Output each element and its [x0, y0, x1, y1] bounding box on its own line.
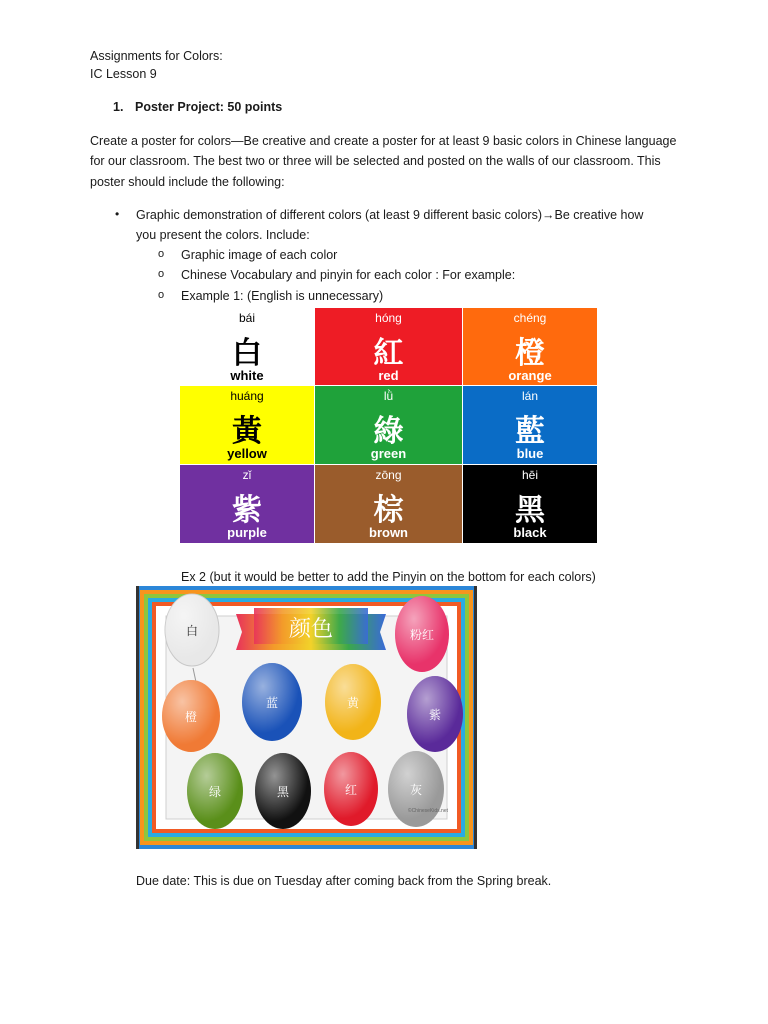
hanzi-label: 白 [232, 336, 262, 371]
intro-line-1: Create a poster for colors—Be creative and create a poster for at least 9 basic colors in Chinese language [90, 134, 677, 148]
color-cell [180, 465, 315, 544]
pinyin-label: bái [238, 311, 255, 325]
due-date: Due date: This is due on Tuesday after coming back from the Spring break. [136, 874, 552, 888]
english-label: red [378, 368, 399, 383]
lesson-label: IC Lesson 9 [90, 67, 157, 81]
balloon-black [255, 753, 311, 829]
balloon-label: 黑 [276, 785, 290, 799]
color-cell [180, 308, 315, 386]
balloon-poster-image [136, 586, 477, 849]
intro-line-2: for our classroom. The best two or three will be selected and posted on the walls of our classroom. This [90, 154, 661, 168]
color-cell [315, 386, 463, 465]
pinyin-label: hēi [521, 468, 538, 482]
hanzi-label: 藍 [515, 414, 545, 449]
balloon-label: 黄 [346, 696, 360, 710]
bullet-line-2: you present the colors. Include: [136, 228, 310, 242]
english-label: purple [227, 525, 267, 540]
balloon-blue [242, 663, 302, 741]
balloon-label: 蓝 [265, 696, 279, 710]
english-label: brown [369, 525, 408, 540]
example2-caption: Ex 2 (but it would be better to add the Pinyin on the bottom for each colors) [181, 570, 596, 584]
bullet-marker: • [115, 207, 120, 221]
color-cell [463, 386, 598, 465]
balloon-label: 绿 [208, 785, 222, 799]
balloon-label: 红 [344, 783, 358, 797]
pinyin-label: zōng [375, 468, 402, 482]
english-label: black [513, 525, 547, 540]
english-label: blue [516, 446, 544, 461]
balloon-label: 白 [185, 624, 199, 638]
balloon-orange [162, 680, 220, 752]
balloon-yellow [325, 664, 381, 740]
hanzi-label: 紅 [373, 336, 404, 371]
pinyin-label: lán [521, 389, 538, 403]
intro-line-3: poster should include the following: [90, 175, 285, 189]
balloon-red [324, 752, 378, 826]
subitem-marker: o [158, 289, 165, 301]
subitem-text: Chinese Vocabulary and pinyin for each color : For example: [181, 268, 516, 282]
watermark: ©ChineseKids.net [407, 808, 448, 814]
banner-text: 颜色 [288, 617, 334, 642]
english-label: white [230, 368, 264, 383]
color-cell [315, 308, 463, 386]
pinyin-label: huáng [230, 389, 264, 403]
color-cell [315, 465, 463, 544]
balloon-green [187, 753, 243, 829]
balloon-label: 灰 [409, 783, 423, 797]
balloon-purple [407, 676, 463, 752]
doc-title: Assignments for Colors: [90, 49, 223, 63]
english-label: green [370, 446, 407, 461]
english-label: orange [508, 368, 552, 383]
subitem-marker: o [158, 248, 165, 260]
pinyin-label: chéng [513, 311, 547, 325]
color-cell [463, 465, 598, 544]
hanzi-label: 橙 [515, 336, 545, 371]
hanzi-label: 黃 [232, 414, 262, 449]
hanzi-label: 棕 [373, 493, 404, 528]
color-cell [180, 386, 315, 465]
balloon-label: 紫 [428, 708, 442, 722]
color-cell [463, 308, 598, 386]
hanzi-label: 綠 [373, 414, 404, 449]
subitem-text: Example 1: (English is unnecessary) [181, 289, 384, 303]
section-number: 1. [113, 100, 124, 114]
pinyin-label: hóng [375, 311, 402, 325]
hanzi-label: 紫 [232, 493, 262, 528]
balloon-pink [395, 596, 449, 672]
bullet-line-1: Graphic demonstration of different colors (at least 9 different basic colors)→Be creative how [136, 208, 644, 222]
balloon-label: 粉红 [409, 628, 435, 642]
pinyin-label: zǐ [242, 468, 252, 482]
balloon-label: 橙 [184, 710, 198, 724]
subitem-marker: o [158, 268, 165, 280]
section-title: Poster Project: 50 points [135, 100, 283, 114]
balloon-gray [388, 751, 444, 827]
hanzi-label: 黑 [515, 493, 545, 528]
subitem-text: Graphic image of each color [181, 248, 338, 262]
color-grid [180, 308, 598, 544]
pinyin-label: lǜ [383, 389, 394, 403]
english-label: yellow [227, 446, 267, 461]
